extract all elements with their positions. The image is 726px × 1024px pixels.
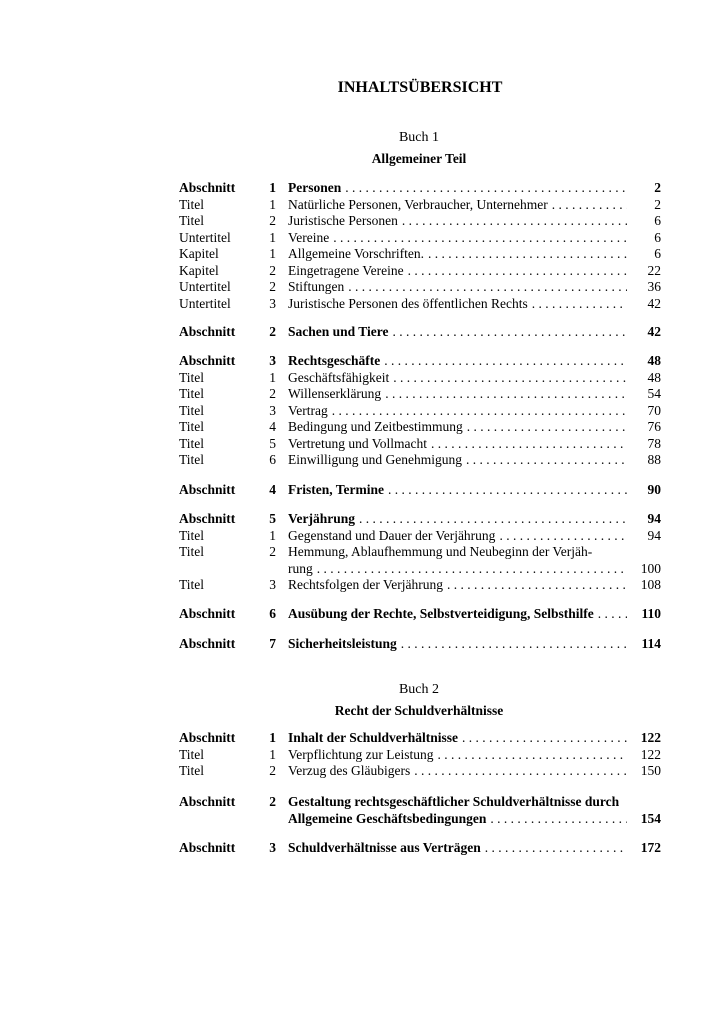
entry-kind: Untertitel (179, 295, 231, 311)
toc-entry (179, 794, 661, 811)
entry-number: 1 (269, 246, 276, 261)
entry-body (288, 419, 627, 436)
dot-leader (384, 482, 627, 499)
entry-title: Vertrag (288, 402, 328, 418)
entry-title: Gestaltung rechtsgeschäftlicher Schuldverhältnisse durch (288, 794, 620, 809)
dot-leader (398, 213, 627, 230)
entry-page-number: 42 (647, 295, 661, 311)
dot-leader (341, 180, 627, 197)
toc-section (179, 606, 661, 623)
entry-page-number: 78 (647, 435, 661, 451)
toc-entry (179, 811, 661, 828)
entry-title: Allgemeine Vorschriften. (288, 246, 424, 261)
entry-page-number: 94 (647, 527, 661, 543)
dot-leader (443, 577, 627, 594)
toc-section (179, 353, 661, 469)
dot-leader (389, 370, 627, 387)
entry-body (288, 296, 627, 313)
entry-number: 3 (269, 840, 276, 855)
toc-section (179, 794, 661, 827)
entry-title: Ausübung der Rechte, Selbstverteidigung, Selbsthilfe (288, 606, 594, 621)
entry-kind: Titel (179, 527, 205, 543)
entry-page-number: 100 (640, 560, 661, 576)
toc-section (179, 180, 661, 312)
entry-title: Verzug des Gläubigers (288, 763, 411, 778)
entry-title: Personen (288, 180, 342, 195)
entry-title: Verjährung (288, 511, 356, 526)
entry-page-number: 36 (647, 279, 661, 294)
toc-entry (179, 544, 661, 561)
entry-body (288, 180, 627, 197)
entry-page-number: 2 (654, 180, 661, 195)
entry-number: 3 (269, 353, 276, 368)
dot-leader (619, 794, 627, 811)
entry-body (288, 230, 627, 247)
toc-section (179, 730, 661, 780)
entry-number: 2 (269, 386, 276, 401)
entry-title: Fristen, Termine (288, 482, 384, 497)
entry-kind: Titel (179, 452, 205, 467)
entry-title: Verpflichtung zur Leistung (288, 746, 434, 762)
dot-leader (397, 636, 627, 653)
entry-page-number: 154 (640, 810, 661, 826)
toc-entry (179, 403, 661, 420)
entry-kind: Titel (179, 386, 205, 401)
entry-page-number: 42 (647, 324, 661, 339)
entry-body (288, 370, 627, 387)
toc-entry (179, 747, 661, 764)
entry-body (288, 577, 627, 594)
entry-body (288, 353, 627, 370)
entry-kind: Abschnitt (179, 840, 236, 855)
toc-entry (179, 279, 661, 296)
entry-kind: Titel (179, 577, 205, 592)
toc-entry (179, 561, 661, 578)
entry-number: 2 (269, 794, 276, 809)
entry-number: 3 (269, 577, 276, 592)
toc-entry (179, 230, 661, 247)
entry-body (288, 811, 627, 828)
entry-kind: Kapitel (179, 246, 219, 261)
entry-kind: Abschnitt (179, 353, 236, 368)
book1-name: Allgemeiner Teil (371, 151, 467, 166)
book2-label: Buch 2 (398, 682, 440, 697)
entry-body (288, 763, 627, 780)
entry-page-number: 108 (640, 577, 661, 592)
entry-kind: Abschnitt (179, 180, 236, 195)
toc-entry (179, 213, 661, 230)
toc-entry (179, 482, 661, 499)
entry-body (288, 324, 627, 341)
entry-number: 1 (269, 229, 276, 245)
dot-leader (355, 511, 627, 528)
dot-leader (329, 230, 627, 247)
entry-kind: Abschnitt (179, 482, 236, 497)
entry-number: 5 (269, 511, 276, 526)
entry-title: Rechtsgeschäfte (288, 353, 381, 368)
entry-title: Schuldverhältnisse aus Verträgen (288, 840, 481, 855)
toc-entry (179, 528, 661, 545)
toc-entry (179, 577, 661, 594)
entry-body (288, 452, 627, 469)
dot-leader (486, 811, 627, 828)
toc-entry (179, 763, 661, 780)
dot-leader (433, 747, 627, 764)
entry-number: 1 (269, 369, 276, 385)
toc-entry (179, 452, 661, 469)
entry-kind: Abschnitt (179, 730, 236, 745)
entry-number: 2 (269, 544, 276, 559)
dot-leader (389, 324, 627, 341)
entry-body (288, 386, 627, 403)
entry-title: Juristische Personen des öffentlichen Rechts (288, 295, 528, 311)
dot-leader (410, 763, 627, 780)
entry-body (288, 279, 627, 296)
toc-entry (179, 636, 661, 653)
toc-section (179, 324, 661, 341)
entry-page-number (627, 794, 661, 811)
dot-leader (404, 263, 627, 280)
entry-body (288, 730, 627, 747)
entry-body (288, 436, 627, 453)
dot-leader (328, 403, 627, 420)
entry-number: 1 (269, 527, 276, 543)
entry-title: Inhalt der Schuldverhältnisse (288, 730, 459, 745)
entry-body (288, 482, 627, 499)
entry-number: 2 (269, 262, 276, 278)
entry-page-number: 76 (647, 419, 661, 434)
dot-leader (594, 606, 627, 623)
entry-number: 5 (269, 435, 276, 451)
entry-number: 2 (269, 213, 276, 228)
entry-page-number (627, 544, 661, 561)
entry-number: 2 (269, 763, 276, 778)
entry-body (288, 197, 627, 214)
entry-kind (179, 561, 260, 578)
entry-number: 1 (269, 180, 276, 195)
dot-leader (458, 730, 627, 747)
entry-page-number: 6 (654, 229, 661, 245)
entry-title: Eingetragene Vereine (288, 262, 404, 278)
entry-number: 6 (269, 452, 276, 467)
entry-kind: Titel (179, 435, 205, 451)
toc-entry (179, 419, 661, 436)
entry-page-number: 48 (647, 353, 661, 368)
entry-kind: Kapitel (179, 262, 219, 278)
entry-number: 1 (269, 746, 276, 762)
toc-entry (179, 730, 661, 747)
entry-body (288, 636, 627, 653)
dot-leader (381, 386, 627, 403)
entry-body (288, 263, 627, 280)
entry-page-number: 110 (641, 606, 661, 621)
entry-body (288, 246, 627, 263)
toc-section (179, 482, 661, 499)
book1-label: Buch 1 (398, 130, 440, 145)
toc-entry (179, 180, 661, 197)
toc-entry (179, 324, 661, 341)
entry-body (288, 606, 627, 623)
entry-number (260, 561, 276, 578)
dot-leader (344, 279, 627, 296)
entry-body (288, 840, 627, 857)
entry-page-number: 70 (647, 402, 661, 418)
entry-body (288, 213, 627, 230)
entry-title: Einwilligung und Genehmigung (288, 452, 462, 467)
dot-leader (424, 246, 627, 263)
entry-kind: Abschnitt (179, 511, 236, 526)
entry-kind (179, 811, 260, 828)
entry-body (288, 561, 627, 578)
entry-kind: Titel (179, 746, 205, 762)
toc-section (179, 840, 661, 857)
entry-kind: Untertitel (179, 229, 231, 245)
entry-title: Willenserklärung (288, 386, 382, 401)
entry-number: 6 (269, 606, 276, 621)
entry-number: 1 (269, 196, 276, 212)
entry-title: Geschäftsfähigkeit (288, 369, 390, 385)
entry-kind: Titel (179, 544, 205, 559)
toc-entry (179, 511, 661, 528)
entry-page-number: 54 (647, 386, 661, 401)
entry-number: 2 (269, 279, 276, 294)
entry-number: 7 (269, 636, 276, 651)
entry-page-number: 48 (647, 369, 661, 385)
entry-kind: Titel (179, 213, 205, 228)
dot-leader (481, 840, 627, 857)
book2-heading (179, 681, 659, 719)
entry-page-number: 90 (647, 482, 661, 497)
entry-kind: Abschnitt (179, 794, 236, 809)
entry-title: Vertretung und Vollmacht (288, 435, 427, 451)
toc-entry (179, 197, 661, 214)
entry-title: Bedingung und Zeitbestimmung (288, 419, 463, 434)
entry-body (288, 794, 627, 811)
dot-leader (592, 544, 627, 561)
entry-page-number: 172 (640, 840, 661, 855)
toc-entry (179, 296, 661, 313)
entry-title: Hemmung, Ablaufhemmung und Neubeginn der Verjäh- (288, 544, 593, 559)
dot-leader (462, 452, 627, 469)
dot-leader (528, 296, 627, 313)
entry-page-number: 88 (647, 452, 661, 467)
entry-page-number: 22 (647, 262, 661, 278)
toc-entry (179, 436, 661, 453)
entry-number: 3 (269, 402, 276, 418)
toc-entry (179, 370, 661, 387)
entry-number: 4 (269, 482, 276, 497)
entry-title: Stiftungen (288, 279, 345, 294)
entry-kind: Titel (179, 369, 205, 385)
entry-title: Gegenstand und Dauer der Verjährung (288, 527, 496, 543)
entry-kind: Abschnitt (179, 606, 236, 621)
dot-leader (548, 197, 627, 214)
entry-page-number: 2 (654, 196, 661, 212)
entry-page-number: 122 (640, 746, 661, 762)
book2-name: Recht der Schuldverhältnisse (334, 703, 504, 718)
entry-page-number: 122 (640, 730, 661, 745)
toc-entry (179, 353, 661, 370)
entry-title: Rechtsfolgen der Verjährung (288, 577, 443, 592)
entry-kind: Titel (179, 763, 205, 778)
dot-leader (463, 419, 627, 436)
entry-body (288, 544, 627, 561)
toc-section (179, 636, 661, 653)
entry-page-number: 114 (641, 636, 661, 651)
entry-title: Juristische Personen (288, 213, 398, 228)
entry-title: Sicherheitsleistung (288, 636, 397, 651)
entry-number: 3 (269, 295, 276, 311)
dot-leader (495, 528, 627, 545)
entry-kind: Untertitel (179, 279, 231, 294)
toc-entry (179, 386, 661, 403)
entry-kind: Abschnitt (179, 636, 236, 651)
entry-page-number: 6 (654, 213, 661, 228)
entry-body (288, 747, 627, 764)
entry-title: Sachen und Tiere (288, 324, 389, 339)
entry-kind: Titel (179, 196, 205, 212)
entry-kind: Titel (179, 419, 205, 434)
entry-number: 1 (269, 730, 276, 745)
entry-title: Allgemeine Geschäftsbedingungen (288, 810, 487, 826)
entry-page-number: 6 (654, 246, 661, 261)
toc-entry (179, 246, 661, 263)
toc-section (179, 511, 661, 594)
dot-leader (427, 436, 627, 453)
entry-number: 2 (269, 324, 276, 339)
entry-page-number: 150 (640, 763, 661, 778)
dot-leader (313, 561, 627, 578)
entry-kind: Titel (179, 402, 205, 418)
entry-kind: Abschnitt (179, 324, 236, 339)
entry-body (288, 511, 627, 528)
entry-title: Vereine (288, 229, 330, 245)
entry-title: Natürliche Personen, Verbraucher, Unternehmer (288, 196, 548, 212)
entry-body (288, 403, 627, 420)
toc-entry (179, 840, 661, 857)
entry-number: 4 (269, 419, 276, 434)
entry-body (288, 528, 627, 545)
entry-title: rung (288, 560, 313, 576)
dot-leader (380, 353, 627, 370)
entry-number (260, 811, 276, 828)
page-title: INHALTSÜBERSICHT (337, 79, 503, 96)
toc-entry (179, 606, 661, 623)
book1-heading (179, 129, 659, 167)
entry-page-number: 94 (647, 511, 661, 526)
toc-entry (179, 263, 661, 280)
